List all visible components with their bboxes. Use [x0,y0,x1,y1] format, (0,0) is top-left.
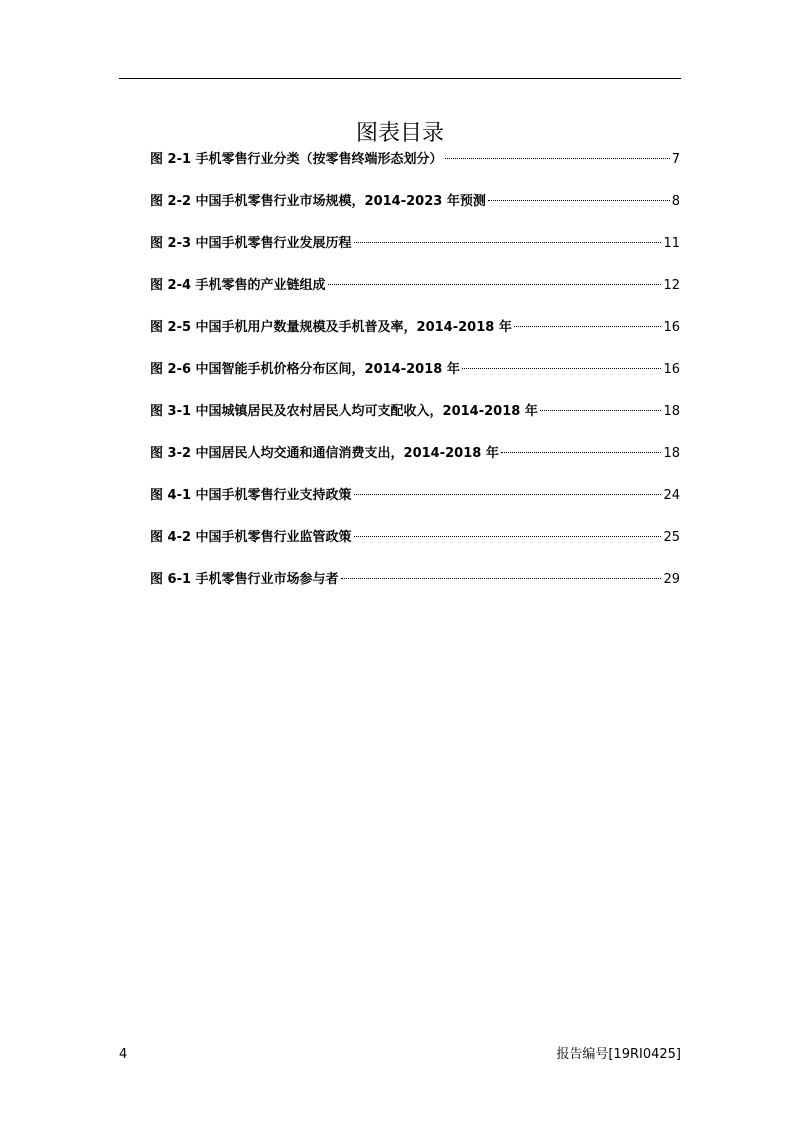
dot-leader [354,536,662,537]
toc-entry-page: 24 [663,488,680,503]
page-title: 图表目录 [355,120,444,146]
dot-leader [462,368,662,369]
toc-entry[interactable] [150,486,680,528]
toc-entry-page: 11 [663,236,680,251]
toc-entry-label: 图 2-1 手机零售行业分类（按零售终端形态划分） [150,152,443,167]
figure-list [150,150,680,612]
dot-leader [501,452,662,453]
toc-entry[interactable] [150,150,680,192]
dot-leader [445,158,670,159]
toc-entry-label: 图 2-6 中国智能手机价格分布区间，2014-2018 年 [150,362,460,377]
toc-entry-page: 12 [663,278,680,293]
dot-leader [328,284,662,285]
toc-entry-page: 25 [663,530,680,545]
toc-entry-page: 18 [663,446,680,461]
toc-entry[interactable] [150,192,680,234]
toc-entry[interactable] [150,360,680,402]
toc-entry-page: 16 [663,320,680,335]
toc-entry-label: 图 2-4 手机零售的产业链组成 [150,278,326,293]
toc-entry-label: 图 3-2 中国居民人均交通和通信消费支出，2014-2018 年 [150,446,499,461]
toc-entry-label: 图 2-2 中国手机零售行业市场规模，2014-2023 年预测 [150,194,486,209]
toc-entry-page: 8 [671,194,680,209]
toc-entry[interactable] [150,402,680,444]
dot-leader [341,578,662,579]
toc-entry[interactable] [150,234,680,276]
dot-leader [488,200,670,201]
dot-leader [354,242,662,243]
toc-entry-label: 图 4-2 中国手机零售行业监管政策 [150,530,352,545]
toc-entry-label: 图 2-5 中国手机用户数量规模及手机普及率，2014-2018 年 [150,320,512,335]
toc-entry[interactable] [150,570,680,612]
dot-leader [354,494,662,495]
toc-entry-page: 29 [663,572,680,587]
toc-entry-label: 图 6-1 手机零售行业市场参与者 [150,572,339,587]
dot-leader [540,410,662,411]
toc-entry[interactable] [150,318,680,360]
toc-entry-page: 7 [671,152,680,167]
toc-entry-label: 图 2-3 中国手机零售行业发展历程 [150,236,352,251]
header-rule [119,78,681,79]
dot-leader [514,326,662,327]
toc-entry-label: 图 4-1 中国手机零售行业支持政策 [150,488,352,503]
toc-entry[interactable] [150,528,680,570]
toc-entry[interactable] [150,444,680,486]
toc-entry[interactable] [150,276,680,318]
toc-entry-label: 图 3-1 中国城镇居民及农村居民人均可支配收入，2014-2018 年 [150,404,538,419]
toc-entry-page: 18 [663,404,680,419]
toc-entry-page: 16 [663,362,680,377]
footer-report-number: 报告编号[19RI0425] [556,1047,681,1062]
footer-page-number: 4 [119,1047,128,1062]
